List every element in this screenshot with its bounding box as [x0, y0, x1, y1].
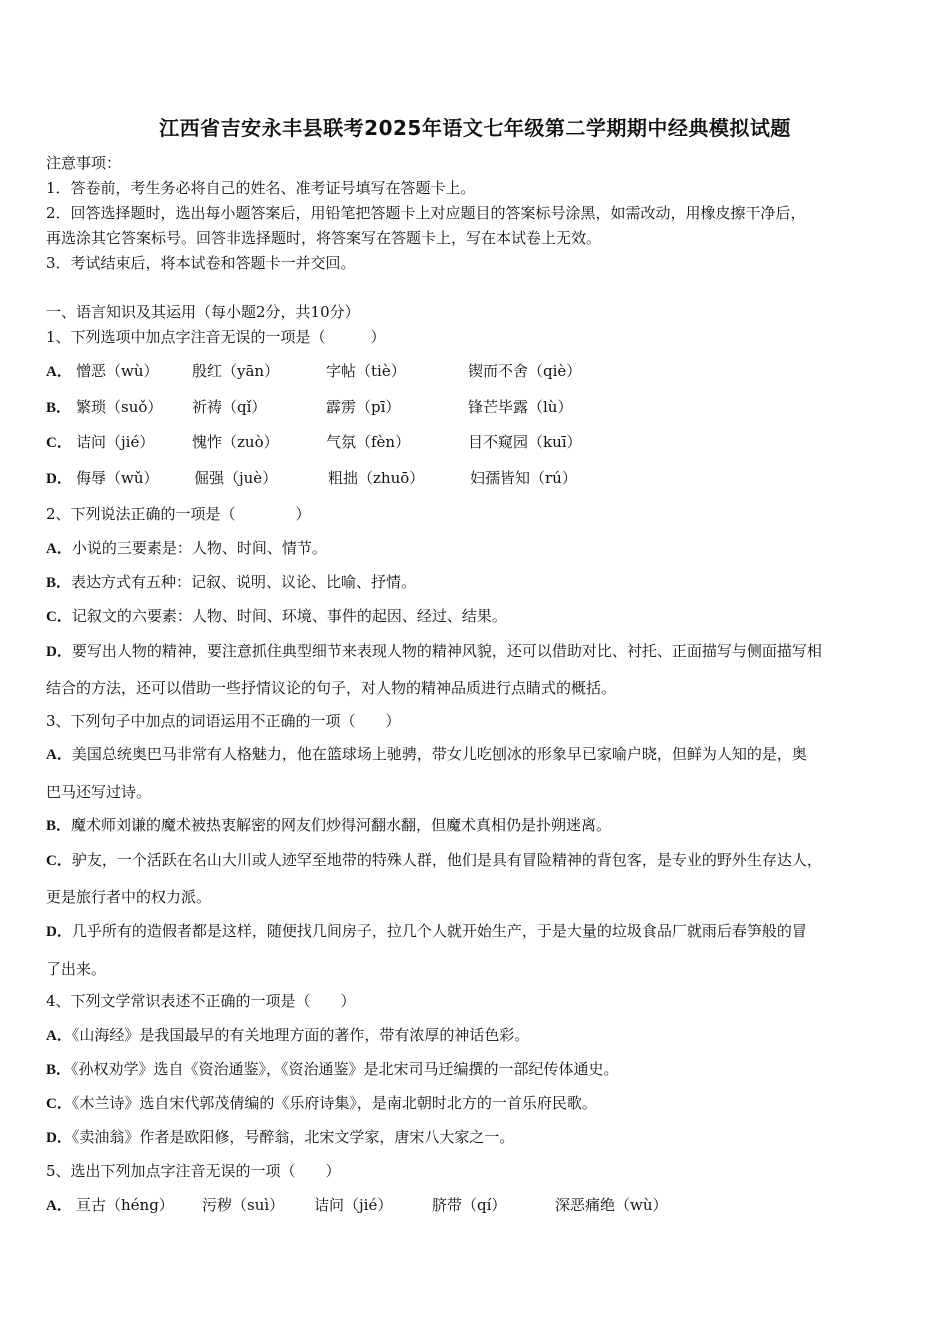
question-4-stem: 4、下列文学常识表述不正确的一项是（ ） — [46, 992, 356, 1010]
q1-option-a-label: A． — [46, 364, 72, 380]
q5-option-a-label: A． — [46, 1198, 72, 1214]
q1-a-item: 殷红（yān） — [192, 362, 280, 380]
q5-a-item: 污秽（suì） — [202, 1196, 285, 1214]
q4-option-b: B．《孙权劝学》选自《资治通鉴》，《资治通鉴》是北宋司马迁编撰的一部纪传体通史。 — [46, 1060, 619, 1078]
q5-a-item: 深恶痛绝（wù） — [555, 1196, 668, 1214]
q3-option-b: B．魔术师刘谦的魔术被热衷解密的网友们炒得河翻水翻，但魔术真相仍是扑朔迷离。 — [46, 816, 612, 834]
q1-d-item: 妇孺皆知（rú） — [470, 469, 577, 487]
q1-b-item: 锋芒毕露（lù） — [468, 398, 573, 416]
q2-option-b: B．表达方式有五种：记叙、说明、议论、比喻、抒情。 — [46, 573, 417, 591]
q1-b-item: 霹雳（pī） — [326, 398, 401, 416]
q5-a-item: 诘问（jié） — [314, 1196, 393, 1214]
q1-b-item: 祈祷（qǐ） — [192, 398, 267, 416]
q4-option-c: C．《木兰诗》选自宋代郭茂倩编的《乐府诗集》，是南北朝时北方的一首乐府民歌。 — [46, 1094, 597, 1112]
q1-option-d-label: D． — [46, 471, 72, 487]
q1-d-item: 粗拙（zhuō） — [328, 469, 425, 487]
notice-item-1: 1．答卷前，考生务必将自己的姓名、准考证号填写在答题卡上。 — [46, 179, 476, 197]
q1-d-item: 侮辱（wǔ） — [76, 469, 159, 487]
notice-item-2b: 再选涂其它答案标号。回答非选择题时，将答案写在答题卡上，写在本试卷上无效。 — [46, 229, 602, 247]
q4-option-d: D．《卖油翁》作者是欧阳修，号醉翁，北宋文学家，唐宋八大家之一。 — [46, 1128, 515, 1146]
q3-option-d: D．几乎所有的造假者都是这样，随便找几间房子，拉几个人就开始生产，于是大量的垃圾食品厂就雨后春笋般的冒 — [46, 922, 807, 940]
q2-option-a: A．小说的三要素是：人物、时间、情节。 — [46, 539, 327, 557]
q3-option-d-cont: 了出来。 — [46, 960, 107, 978]
q2-option-d: D．要写出人物的精神，要注意抓住典型细节来表现人物的精神风貌，还可以借助对比、衬托、正面描写与侧面描写相 — [46, 642, 822, 660]
q4-option-a: A．《山海经》是我国最早的有关地理方面的著作，带有浓厚的神话色彩。 — [46, 1026, 530, 1044]
q1-c-item: 气氛（fèn） — [326, 433, 411, 451]
q1-a-item: 憎恶（wù） — [76, 362, 159, 380]
notice-item-3: 3．考试结束后，将本试卷和答题卡一并交回。 — [46, 254, 356, 272]
q2-option-d-cont: 结合的方法，还可以借助一些抒情议论的句子，对人物的精神品质进行点睛式的概括。 — [46, 679, 617, 697]
notice-item-2a: 2．回答选择题时，选出每小题答案后，用铅笔把答题卡上对应题目的答案标号涂黑，如需改动，用橡皮擦干净后， — [46, 204, 806, 222]
q2-option-c: C．记叙文的六要素：人物、时间、环境、事件的起因、经过、结果。 — [46, 607, 507, 625]
q3-option-c: C．驴友，一个活跃在名山大川或人迹罕至地带的特殊人群，他们是具有冒险精神的背包客，是专业的野外生存达人， — [46, 851, 822, 869]
q3-option-c-cont: 更是旅行者中的权力派。 — [46, 888, 212, 906]
q3-option-a-cont: 巴马还写过诗。 — [46, 783, 152, 801]
q5-a-item: 亘古（héng） — [76, 1196, 174, 1214]
q5-a-item: 脐带（qí） — [432, 1196, 507, 1214]
q1-option-c-label: C． — [46, 435, 72, 451]
q1-a-item: 字帖（tiè） — [326, 362, 406, 380]
notice-heading: 注意事项： — [46, 154, 122, 172]
q1-option-b-label: B． — [46, 400, 72, 416]
q1-a-item: 锲而不舍（qiè） — [468, 362, 582, 380]
q1-c-item: 愧怍（zuò） — [192, 433, 279, 451]
question-2-stem: 2、下列说法正确的一项是（ ） — [46, 505, 311, 523]
q1-c-item: 诘问（jié） — [76, 433, 155, 451]
q1-b-item: 繁琐（suǒ） — [76, 398, 163, 416]
q3-option-a: A．美国总统奥巴马非常有人格魅力，他在篮球场上驰骋，带女儿吃刨冰的形象早已家喻户晓，但鲜为人知的是，奥 — [46, 745, 807, 763]
page-title: 江西省吉安永丰县联考2025年语文七年级第二学期期中经典模拟试题 — [159, 116, 791, 140]
q1-c-item: 目不窥园（kuī） — [468, 433, 582, 451]
section-heading: 一、语言知识及其运用（每小题2分，共10分） — [46, 303, 360, 321]
question-5-stem: 5、选出下列加点字注音无误的一项（ ） — [46, 1162, 341, 1180]
question-3-stem: 3、下列句子中加点的词语运用不正确的一项（ ） — [46, 712, 401, 730]
q1-d-item: 倔强（juè） — [194, 469, 278, 487]
question-1-stem: 1、下列选项中加点字注音无误的一项是（ ） — [46, 328, 386, 346]
